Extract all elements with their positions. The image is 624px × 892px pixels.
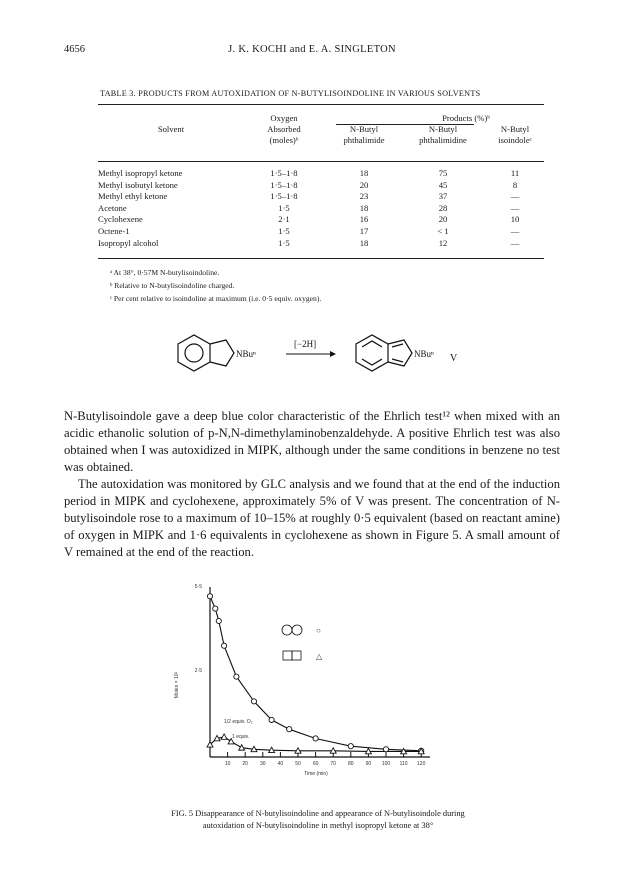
cell-isoindole: — — [510, 191, 520, 202]
footnote-c: ᶜ Per cent relative to isoindoline at maximum (i.e. 0·5 equiv. oxygen). — [110, 294, 322, 303]
table-header-rule — [98, 161, 544, 162]
table-row — [98, 191, 544, 203]
cell-phthalimidine: < 1 — [437, 225, 449, 236]
x-tick-label: 70 — [330, 761, 336, 767]
data-point-circle — [234, 674, 239, 679]
x-tick-label: 20 — [242, 761, 248, 767]
cell-oxygen: 1·5 — [278, 237, 290, 248]
data-point-circle — [269, 717, 274, 722]
y-tick-label: 5·5 — [194, 584, 202, 590]
legend-isoindole-structure-icon — [283, 651, 301, 660]
cell-phthalimide: 20 — [359, 179, 369, 190]
isoindole-structure — [356, 335, 412, 371]
header-solvent: Solvent — [157, 124, 185, 134]
x-tick-label: 120 — [417, 761, 426, 767]
cell-phthalimide: 16 — [359, 214, 369, 225]
cell-oxygen: 1·5–1·8 — [270, 168, 298, 178]
table-row — [98, 214, 544, 226]
cell-isoindole: 10 — [510, 214, 520, 225]
header-isoindole-line1: N-Butyl — [500, 124, 530, 134]
cell-solvent: Octene-1 — [98, 225, 130, 236]
x-axis-label: Time (min) — [304, 771, 328, 777]
header-phthalimide-line2: phthalimide — [343, 135, 385, 145]
data-point-circle — [207, 594, 212, 599]
x-tick-label: 50 — [295, 761, 301, 767]
isoindoline-structure — [178, 335, 234, 371]
figure-caption-line-1: FIG. 5 Disappearance of N-butylisoindoline and appearance of N-butylisoindole during — [171, 809, 465, 818]
table-top-rule — [98, 104, 544, 105]
compound-number: V — [450, 353, 458, 364]
reaction-scheme — [0, 320, 624, 392]
annotation-one-equiv: 1 equiv. — [232, 734, 250, 740]
cell-oxygen: 1·5–1·8 — [270, 191, 298, 202]
y-axis-label: Moles × 10² — [174, 671, 180, 699]
data-point-triangle — [221, 734, 227, 739]
data-point-circle — [313, 736, 318, 741]
body-paragraph-2: The autoxidation was monitored by GLC analysis and we found that at the end of the induction period in MIPK and cyclohexene, approximately 5% of V was present. The concentration of N-butylisoindole rose to a maximum of 10–15% at roughly 0·5 equivalent (based on reactant amine) of oxygen in MIPK and 1·6 equivalents in cyclohexene as shown in Figure 5. A small amount of V remained at the end of the reaction. — [64, 477, 560, 559]
cell-solvent: Isopropyl alcohol — [98, 237, 159, 248]
cell-phthalimide: 18 — [359, 168, 369, 178]
cell-phthalimidine: 75 — [438, 168, 448, 178]
cell-phthalimide: 17 — [359, 225, 369, 236]
table-bottom-rule — [98, 258, 544, 259]
cell-oxygen: 1·5 — [278, 225, 290, 236]
page-number: 4656 — [64, 44, 85, 55]
body-paragraph-1: N-Butylisoindole gave a deep blue color characteristic of the Ehrlich test¹² when mixed with an acidic ethanolic solution of p-N,N-dimethylaminobenzaldehyde. A positive Ehrlich test was also obtained when I was autoxidized in MIPK, although under the same conditions in benzene no test was obtained. — [64, 409, 560, 474]
y-tick-label: 2·5 — [194, 668, 202, 674]
cell-oxygen: 2·1 — [278, 214, 290, 225]
data-point-circle — [251, 699, 256, 704]
cell-solvent: Cyclohexene — [98, 214, 143, 225]
x-ticks — [225, 752, 426, 767]
series-lines — [210, 596, 421, 751]
annotation-half-equiv: 1/2 equiv. O₂ — [224, 719, 253, 725]
table-row — [98, 203, 544, 215]
x-tick-label: 40 — [277, 761, 284, 767]
cell-solvent: Acetone — [98, 202, 127, 213]
data-point-circle — [287, 727, 292, 732]
header-phthalimidine-line1: N-Butyl — [428, 124, 458, 134]
cell-isoindole: — — [510, 225, 520, 236]
scheme-right-label: NBuⁿ — [414, 349, 434, 359]
x-tick-label: 90 — [365, 761, 372, 767]
header-phthalimidine-line2: phthalimidine — [419, 135, 467, 145]
legend — [282, 625, 323, 661]
cell-isoindole: 8 — [512, 179, 518, 190]
header-phthalimide-line1: N-Butyl — [349, 124, 379, 134]
cell-phthalimidine: 28 — [438, 202, 448, 213]
legend-marker-triangle: △ — [316, 652, 323, 661]
table-body — [98, 168, 544, 249]
cell-phthalimidine: 12 — [438, 237, 448, 248]
table-row — [98, 238, 544, 250]
header-oxygen-line3: (moles)ᵇ — [269, 135, 299, 145]
table-row — [98, 226, 544, 238]
cell-phthalimide: 18 — [359, 237, 369, 248]
data-point-circle — [383, 747, 388, 752]
figure-5-chart — [0, 575, 624, 790]
data-point-circle — [213, 606, 218, 611]
x-tick-label: 60 — [312, 761, 319, 767]
header-oxygen-line2: Absorbed — [267, 124, 301, 134]
table-header — [98, 113, 544, 146]
cell-solvent: Methyl isobutyl ketone — [98, 179, 178, 190]
data-point-circle — [348, 744, 353, 749]
header-products-group: Products (%)ᵇ — [442, 113, 490, 123]
series-line-circle — [210, 596, 421, 751]
cell-solvent: Methyl ethyl ketone — [98, 191, 168, 202]
running-head: J. K. KOCHI and E. A. SINGLETON — [228, 44, 396, 55]
cell-phthalimidine: 20 — [438, 214, 448, 225]
cell-isoindole: 11 — [510, 168, 520, 178]
footnote-b: ᵇ Relative to N-butylisoindoline charged. — [110, 281, 235, 290]
x-tick-label: 30 — [260, 761, 266, 767]
x-tick-label: 110 — [399, 761, 408, 767]
cell-phthalimidine: 45 — [438, 179, 448, 190]
scheme-arrow-label: [−2H] — [294, 339, 317, 349]
data-point-circle — [216, 618, 221, 623]
x-tick-label: 100 — [381, 761, 391, 767]
cell-solvent: Methyl isopropyl ketone — [98, 168, 183, 178]
x-tick-label: 80 — [348, 761, 354, 767]
cell-phthalimide: 23 — [359, 191, 369, 202]
header-isoindole-line2: isoindoleᶜ — [498, 135, 532, 145]
scheme-left-label: NBuⁿ — [236, 349, 256, 359]
header-oxygen-line1: Oxygen — [270, 113, 298, 123]
series-marks — [207, 594, 424, 754]
table-row — [98, 180, 544, 192]
cell-phthalimide: 18 — [359, 202, 369, 213]
footnote-a: ᵃ At 38°, 0·57M N-butylisoindoline. — [110, 268, 220, 277]
cell-isoindole: — — [510, 202, 520, 213]
figure-caption-line-2: autoxidation of N-butylisoindoline in methyl isopropyl ketone at 38° — [202, 821, 434, 830]
legend-marker-circle: ○ — [316, 626, 321, 635]
table-title: TABLE 3. PRODUCTS FROM AUTOXIDATION OF N-BUTYLISOINDOLINE IN VARIOUS SOLVENTS — [100, 89, 481, 98]
data-point-circle — [221, 643, 226, 648]
cell-isoindole: — — [510, 237, 520, 248]
table-row — [98, 168, 544, 180]
arrow-head-icon — [330, 351, 336, 357]
cell-oxygen: 1·5 — [278, 202, 290, 213]
legend-isoindoline-structure-icon — [282, 625, 302, 635]
cell-oxygen: 1·5–1·8 — [270, 179, 298, 190]
x-tick-label: 10 — [224, 761, 231, 767]
cell-phthalimidine: 37 — [438, 191, 448, 202]
